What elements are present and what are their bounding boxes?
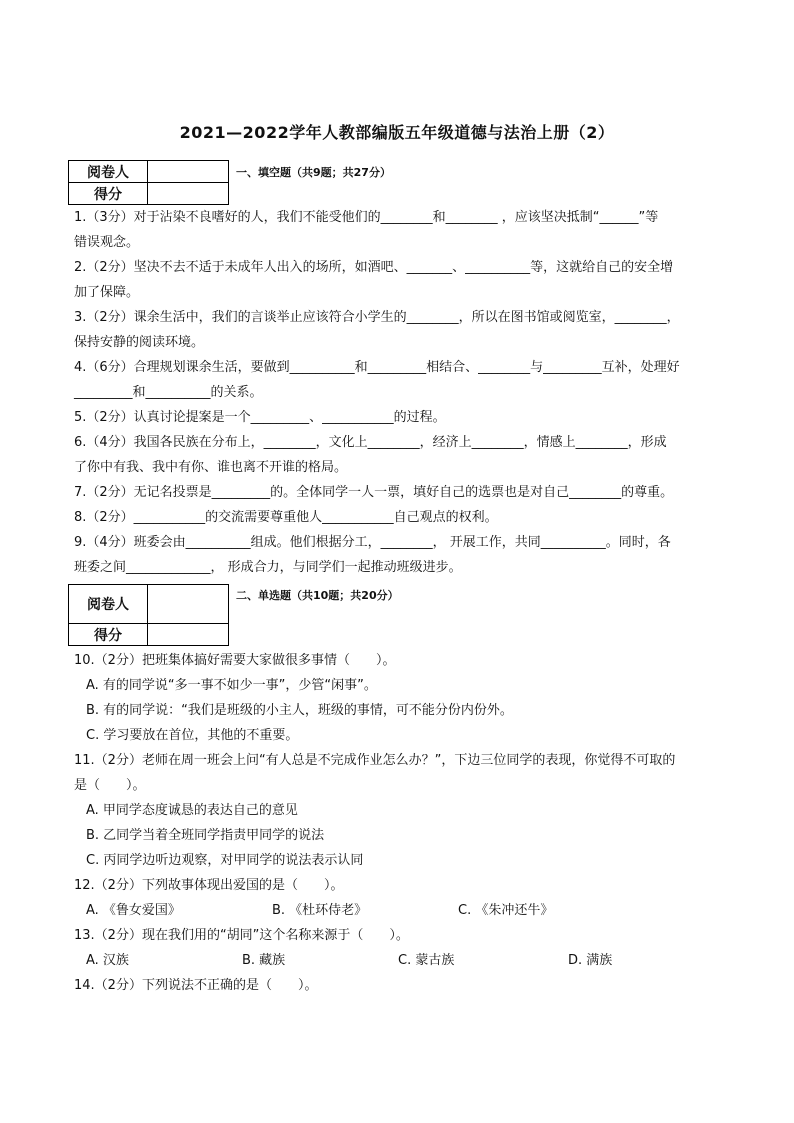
question-line: 11.（2分）老师在周一班会上问“有人总是不完成作业怎么办？”，下边三位同学的表现，你觉得不可取的 bbox=[74, 753, 676, 768]
score-box-2 bbox=[68, 584, 229, 646]
question-line: 14.（2分）下列说法不正确的是（ ）。 bbox=[74, 978, 318, 993]
fill-line: 3.（2分）课余生活中，我们的言谈举止应该符合小学生的________，所以在图书馆或阅览室，________， bbox=[74, 310, 680, 325]
reviewer-field[interactable] bbox=[148, 585, 229, 624]
option-d[interactable]: D. 满族 bbox=[568, 953, 613, 968]
reviewer-field[interactable] bbox=[148, 161, 229, 183]
reviewer-label: 阅卷人 bbox=[69, 585, 148, 624]
score-label: 得分 bbox=[69, 183, 148, 205]
option-c[interactable]: C. 蒙古族 bbox=[398, 953, 455, 968]
fill-line: 了你中有我、我中有你、谁也离不开谁的格局。 bbox=[74, 460, 348, 475]
option-b[interactable]: B. 《杜环侍老》 bbox=[272, 903, 368, 918]
fill-line: 7.（2分）无记名投票是_________的。全体同学一人一票，填好自己的选票也是对自己________的尊重。 bbox=[74, 485, 674, 500]
fill-line: 1.（3分）对于沾染不良嗜好的人，我们不能受他们的________和________ ，应该坚决抵制“______”等 bbox=[74, 210, 659, 225]
score-field[interactable] bbox=[148, 624, 229, 646]
option-line[interactable]: C. 学习要放在首位，其他的不重要。 bbox=[86, 728, 299, 743]
page-title: 2021—2022学年人教部编版五年级道德与法治上册（2） bbox=[179, 123, 615, 142]
fill-line: 6.（4分）我国各民族在分布上，________，文化上________，经济上________，情感上________，形成 bbox=[74, 435, 667, 450]
section1-heading: 一、填空题（共9题；共27分） bbox=[236, 166, 391, 179]
fill-line: 加了保障。 bbox=[74, 285, 140, 300]
score-box-1 bbox=[68, 160, 229, 205]
fill-line: 错误观念。 bbox=[74, 235, 140, 250]
question-line: 是（ ）。 bbox=[74, 778, 146, 793]
fill-line: 4.（6分）合理规划课余生活，要做到__________和_________相结合、________与_________互补，处理好 bbox=[74, 360, 680, 375]
fill-line: 2.（2分）坚决不去不适于未成年人出入的场所，如酒吧、_______、__________等，这就给自己的安全增 bbox=[74, 260, 674, 275]
fill-line: 9.（4分）班委会由__________组成。他们根据分工，________， 开展工作，共同__________。同时，各 bbox=[74, 535, 671, 550]
option-b[interactable]: B. 藏族 bbox=[242, 953, 286, 968]
question-line: 10.（2分）把班集体搞好需要大家做很多事情（ ）。 bbox=[74, 653, 396, 668]
score-field[interactable] bbox=[148, 183, 229, 205]
option-line[interactable]: A. 有的同学说“多一事不如少一事”，少管“闲事”。 bbox=[86, 678, 377, 693]
option-line[interactable]: B. 有的同学说：“我们是班级的小主人，班级的事情，可不能分份内份外。 bbox=[86, 703, 513, 718]
score-label: 得分 bbox=[69, 624, 148, 646]
question-line: 12.（2分）下列故事体现出爱国的是（ ）。 bbox=[74, 878, 344, 893]
question-line: 13.（2分）现在我们用的“胡同”这个名称来源于（ ）。 bbox=[74, 928, 409, 943]
fill-line: _________和__________的关系。 bbox=[74, 385, 263, 400]
fill-line: 班委之间_____________， 形成合力，与同学们一起推动班级进步。 bbox=[74, 560, 462, 575]
fill-line: 5.（2分）认真讨论提案是一个_________、___________的过程。 bbox=[74, 410, 446, 425]
option-line[interactable]: C. 丙同学边听边观察，对甲同学的说法表示认同 bbox=[86, 853, 364, 868]
option-line[interactable]: A. 甲同学态度诚恳的表达自己的意见 bbox=[86, 803, 298, 818]
reviewer-label: 阅卷人 bbox=[69, 161, 148, 183]
option-c[interactable]: C. 《朱冲还牛》 bbox=[458, 903, 554, 918]
option-a[interactable]: A. 汉族 bbox=[86, 953, 129, 968]
option-line[interactable]: B. 乙同学当着全班同学指责甲同学的说法 bbox=[86, 828, 325, 843]
section2-heading: 二、单选题（共10题；共20分） bbox=[236, 589, 399, 602]
option-a[interactable]: A. 《鲁女爱国》 bbox=[86, 903, 181, 918]
fill-line: 保持安静的阅读环境。 bbox=[74, 335, 205, 350]
fill-line: 8.（2分）___________的交流需要尊重他人___________自己观点的权利。 bbox=[74, 510, 498, 525]
